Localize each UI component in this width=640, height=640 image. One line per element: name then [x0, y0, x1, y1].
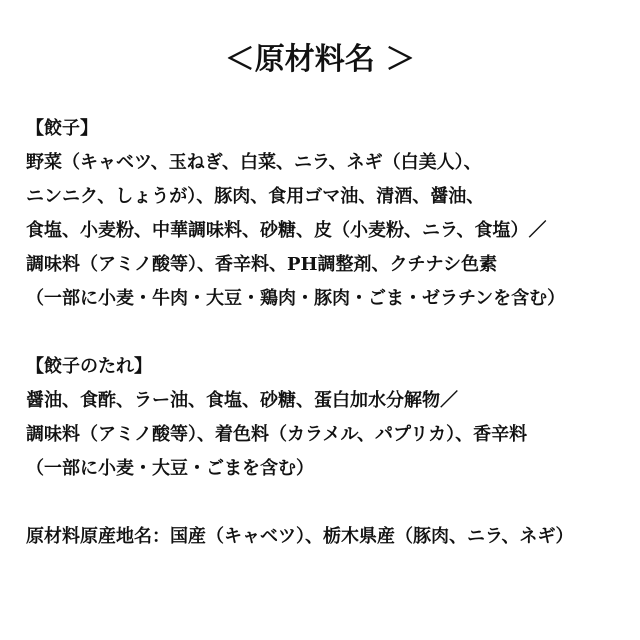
- sauce-heading: 【餃子のたれ】: [26, 356, 152, 377]
- gyoza-line-1: 野菜（キャベツ、玉ねぎ、白菜、ニラ、ネギ（白美人）、: [26, 152, 482, 173]
- gyoza-line-2: ニンニク、しょうが）、豚肉、食用ゴマ油、清酒、醤油、: [26, 186, 485, 207]
- gyoza-heading: 【餃子】: [26, 118, 98, 139]
- sauce-section: [26, 350, 626, 486]
- sauce-line-1: 醤油、食酢、ラー油、食塩、砂糖、蛋白加水分解物／: [26, 390, 458, 411]
- gyoza-line-3: 食塩、小麦粉、中華調味料、砂糖、皮（小麦粉、ニラ、食塩）／: [26, 220, 547, 241]
- gyoza-line-4: 調味料（アミノ酸等）、香辛料、PH調整剤、クチナシ色素: [26, 254, 498, 275]
- section-spacer: [26, 316, 626, 350]
- sauce-line-2: 調味料（アミノ酸等）、着色料（カラメル、パプリカ）、香辛料: [26, 424, 528, 445]
- ingredients-content: [26, 112, 626, 554]
- section-spacer: [26, 486, 626, 520]
- gyoza-line-5: （一部に小麦・牛肉・大豆・鶏肉・豚肉・ごま・ゼラチンを含む）: [26, 288, 566, 309]
- origin-line: 原材料原産地名：国産（キャベツ）、栃木県産（豚肉、ニラ、ネギ）: [26, 526, 574, 547]
- sauce-line-3: （一部に小麦・大豆・ごまを含む）: [26, 458, 314, 479]
- page-title: ＜原材料名 ＞: [224, 42, 416, 77]
- gyoza-section: [26, 112, 626, 316]
